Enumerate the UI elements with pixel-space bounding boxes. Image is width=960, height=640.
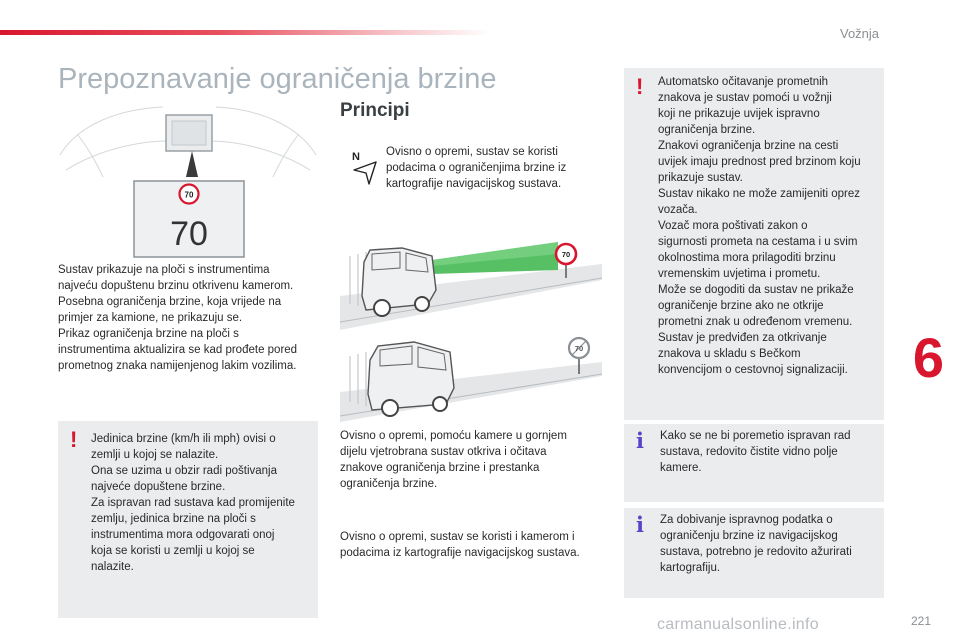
- text-line: podacima iz kartografije navigacijskog sustava.: [340, 547, 580, 559]
- right-warning-box: [624, 68, 884, 420]
- left-paragraph: [58, 262, 320, 374]
- text-line: kamere.: [660, 462, 702, 474]
- text-line: Ovisno o opremi, pomoću kamere u gornjem: [340, 430, 567, 442]
- mid-paragraph-1: [340, 428, 610, 492]
- warning-icon: !: [636, 74, 644, 99]
- text-line: Prikaz ograničenja brzine na ploči s: [58, 328, 239, 340]
- text-line: ograničenja brzine.: [658, 124, 756, 136]
- text-line: Za dobivanje ispravnog podatka o: [660, 514, 833, 526]
- right-warning-text: [658, 74, 882, 378]
- info-icon: i: [636, 512, 644, 537]
- text-line: prometnog znaka namijenjenog lakim vozilima.: [58, 360, 297, 372]
- watermark: carmanualsonline.info: [657, 616, 819, 633]
- dashboard-display-value: 70: [170, 215, 208, 253]
- text-line: sigurnosti prometa na cestama i u svim: [658, 236, 858, 248]
- page-number: 221: [911, 614, 932, 628]
- text-line: sustava, redovito čistite vidno polje: [660, 446, 838, 458]
- bottom-sign-value: 70: [574, 344, 584, 353]
- dashboard-illustration: [58, 95, 318, 260]
- text-line: Sustav nikako ne može zamijeniti oprez: [658, 188, 860, 200]
- text-line: kartografiju.: [660, 562, 721, 574]
- left-warning-text: [91, 431, 316, 575]
- text-line: koji ne prikazuje uvijek ispravno: [658, 108, 820, 120]
- text-line: Automatsko očitavanje prometnih: [658, 76, 829, 88]
- text-line: sustava, potrebno je redovito ažurirati: [660, 546, 852, 558]
- info-box-cartography-text: [660, 512, 882, 576]
- text-line: najveće dopuštene brzine.: [91, 481, 226, 493]
- text-line: Ona se uzima u obzir radi poštivanja: [91, 465, 278, 477]
- warning-icon: !: [70, 427, 78, 452]
- text-line: znakova je sustav pomoći u vožnji: [658, 92, 832, 104]
- text-line: Jedinica brzine (km/h ili mph) ovisi o: [91, 433, 276, 445]
- dashboard-sign-value: 70: [184, 190, 194, 200]
- text-line: okolnostima mora prilagoditi brzinu: [658, 252, 836, 264]
- text-line: vremenskim uvjetima i prometu.: [658, 268, 821, 280]
- text-line: Ovisno o opremi, sustav se koristi: [386, 146, 558, 158]
- section-label: Vožnja: [840, 26, 880, 41]
- van-camera-illustration-top: [340, 234, 602, 330]
- text-line: prometni znak u određenom vremenu.: [658, 316, 853, 328]
- chapter-number: 6: [912, 326, 945, 389]
- text-line: podacima o ograničenjima brzine iz: [386, 162, 567, 174]
- text-line: kartografije navigacijskog sustava.: [386, 178, 562, 190]
- text-line: instrumentima aktualizira se kad prođete pored: [58, 344, 298, 356]
- text-line: prikazuje sustav.: [658, 172, 743, 184]
- svg-text:N: N: [352, 151, 360, 163]
- text-line: konvencijom o cestovnoj signalizaciji.: [658, 364, 848, 376]
- text-line: Znakovi ograničenja brzine na cesti: [658, 140, 839, 152]
- text-line: uvijek imaju prednost pred brzinom koju: [658, 156, 861, 168]
- text-line: Za ispravan rad sustava kad promijenite: [91, 497, 295, 509]
- info-box-camera: [624, 424, 884, 502]
- mid-paragraph-2: [340, 529, 620, 561]
- text-line: dijelu vjetrobrana sustav otkriva i očitava: [340, 446, 547, 458]
- info-box-camera-text: [660, 428, 882, 476]
- top-sign-value: 70: [561, 250, 571, 259]
- text-line: Sustav je predviđen za otkrivanje: [658, 332, 827, 344]
- van-sign-illustration-bottom: [340, 332, 602, 422]
- header-accent-bar: [0, 30, 490, 35]
- text-line: znakove ograničenja brzine i prestanka: [340, 462, 540, 474]
- text-line: zemlji u kojoj se nalazite.: [91, 449, 219, 461]
- text-line: vozača.: [658, 204, 698, 216]
- section-subtitle: Principi: [340, 100, 410, 121]
- text-line: Vozač mora poštivati zakon o: [658, 220, 808, 232]
- text-line: instrumentima mora odgovarati onoj: [91, 529, 275, 541]
- text-line: najveću dopuštenu brzinu otkrivenu kamerom.: [58, 280, 294, 292]
- text-line: Posebna ograničenja brzine, koja vrijede na: [58, 296, 282, 308]
- text-line: ograničenju brzine iz navigacijskog: [660, 530, 838, 542]
- left-warning-box: [58, 421, 318, 618]
- text-line: znakova u skladu s Bečkom: [658, 348, 801, 360]
- text-line: Kako se ne bi poremetio ispravan rad: [660, 430, 851, 442]
- text-line: Može se dogoditi da sustav ne prikaže: [658, 284, 854, 296]
- text-line: ograničenje brzine ako ne otkrije: [658, 300, 824, 312]
- text-line: Sustav prikazuje na ploči s instrumentima: [58, 264, 270, 276]
- text-line: nalazite.: [91, 561, 134, 573]
- text-line: zemlju, jedinica brzine na ploči s: [91, 513, 256, 525]
- info-icon: i: [636, 428, 644, 453]
- page-title: Prepoznavanje ograničenja brzine: [58, 63, 497, 95]
- text-line: ograničenja brzine.: [340, 478, 438, 490]
- navigation-arrow-icon: [348, 148, 380, 186]
- text-line: koja se koristi u zemlji u kojoj se: [91, 545, 255, 557]
- text-line: Ovisno o opremi, sustav se koristi i kamerom i: [340, 531, 575, 543]
- nav-note-text: [386, 144, 616, 192]
- info-box-cartography: [624, 508, 884, 598]
- text-line: primjer za kamione, ne prikazuju se.: [58, 312, 243, 324]
